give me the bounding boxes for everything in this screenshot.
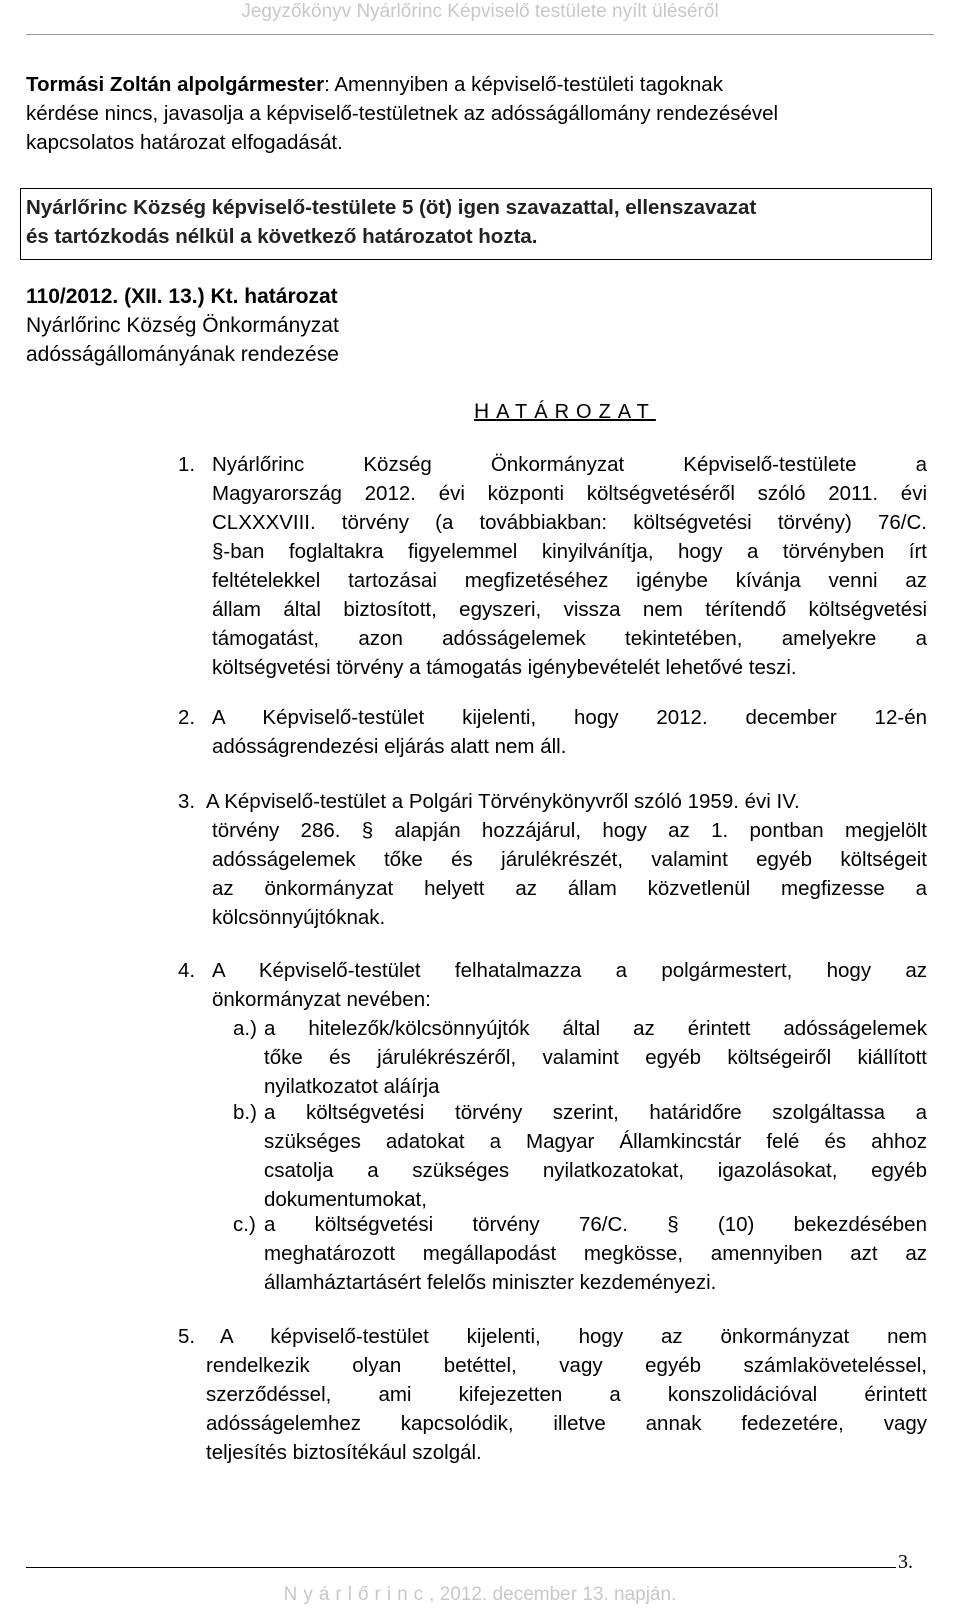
item-line: Nyárlőrinc Község Önkormányzat Képviselő-testülete a — [212, 453, 927, 476]
item-line: törvény 286. § alapján hozzájárul, hogy az 1. pontban megjelölt — [212, 819, 927, 842]
speaker-colon: : — [324, 73, 330, 96]
subitem-label: a.) — [233, 1017, 257, 1040]
subitem-line: csatolja a szükséges nyilatkozatokat, igazolásokat, egyéb — [264, 1159, 927, 1182]
item-line: kölcsönnyújtóknak. — [212, 906, 386, 929]
subitem-line: szükséges adatokat a Magyar Államkincstár felé és ahhoz — [264, 1130, 927, 1153]
subitem-line: dokumentumokat, — [264, 1188, 427, 1211]
intro-line-1: Amennyiben a képviselő-testületi tagoknak — [329, 73, 723, 96]
heading-rest: ATÁROZAT — [496, 401, 656, 423]
resolution-number: 110/2012. (XII. 13.) Kt. határozat — [26, 285, 338, 308]
page-footer — [0, 1584, 960, 1606]
subitem-line: meghatározott megállapodást megkösse, amennyiben azt az — [264, 1242, 927, 1265]
item-line: költségvetési törvény a támogatás igénybevételét lehetővé teszi. — [212, 656, 797, 679]
item-number: 2. — [178, 706, 196, 729]
item-line: támogatást, azon adósságelemek tekintetében, amelyekre a — [212, 627, 927, 650]
item-line: §-ban foglaltakra figyelemmel kinyilvánítja, hogy a törvényben írt — [212, 540, 927, 563]
intro-line-2: kérdése nincs, javasolja a képviselő-testületnek az adósságállomány rendezésével — [26, 102, 779, 125]
item-line: A képviselő-testület kijelenti, hogy az önkormányzat nem — [220, 1325, 927, 1348]
vote-line-1: Nyárlőrinc Község képviselő-testülete 5 (öt) igen szavazattal, ellenszavazat — [26, 196, 757, 219]
item-number: 5. — [178, 1325, 196, 1348]
footer-place: Nyárlőrinc — [283, 1584, 430, 1605]
subitem-line: tőke és járulékrészéről, valamint egyéb költségeiről kiállított — [264, 1046, 927, 1069]
vote-text — [26, 193, 932, 251]
page-header: Jegyzőkönyv Nyárlőrinc Képviselő testülete nyílt üléséről — [241, 1, 719, 22]
footer-divider — [26, 1567, 896, 1568]
item-number: 1. — [178, 453, 196, 476]
subitem-label: c.) — [233, 1213, 256, 1236]
subitem-line: államháztartásért felelős miniszter kezdeményezi. — [264, 1271, 717, 1294]
item-number: 3. — [178, 790, 196, 813]
subitem-line: a költségvetési törvény szerint, határidőre szolgáltassa a — [264, 1101, 927, 1124]
item-line: CLXXXVIII. törvény (a továbbiakban: költségvetési törvény) 76/C. — [212, 511, 927, 534]
item-line: rendelkezik olyan betéttel, vagy egyéb számlaköveteléssel, — [206, 1354, 927, 1377]
page-number: 3. — [898, 1551, 913, 1573]
intro-line-3: kapcsolatos határozat elfogadását. — [26, 131, 343, 154]
subitem-label: b.) — [233, 1101, 257, 1124]
item-line: A Képviselő-testület kijelenti, hogy 2012. december 12-én — [212, 706, 927, 729]
resolution-block — [26, 282, 932, 369]
speaker-name: Tormási Zoltán alpolgármester — [26, 73, 325, 96]
subitem-line: a hitelezők/kölcsönnyújtók által az érintett adósságelemek — [264, 1017, 927, 1040]
subitem-line: a költségvetési törvény 76/C. § (10) bekezdésében — [264, 1213, 927, 1236]
item-line: állam által biztosított, egyszeri, vissza nem térítendő költségvetési — [212, 598, 927, 621]
item-number: 4. — [178, 959, 196, 982]
item-line: szerződéssel, ami kifejezetten a konszolidációval érintett — [206, 1383, 927, 1406]
resolution-heading — [474, 400, 656, 424]
item-line: A Képviselő-testület a Polgári Törvénykönyvről szóló 1959. évi IV. — [206, 790, 800, 813]
intro-paragraph — [26, 70, 932, 157]
vote-line-2: és tartózkodás nélkül a következő határozatot hozta. — [26, 225, 538, 248]
item-line: adósságelemek tőke és járulékrészét, valamint egyéb költségeit — [212, 848, 927, 871]
subitem-line: nyilatkozatot aláírja — [264, 1075, 440, 1098]
resolution-subject-2: adósságállományának rendezése — [26, 343, 339, 366]
header-divider — [26, 34, 934, 35]
footer-date: , 2012. december 13. napján. — [429, 1584, 677, 1605]
heading-first-letter: H — [474, 400, 497, 423]
item-line: A Képviselő-testület felhatalmazza a polgármestert, hogy az — [212, 959, 927, 982]
item-line: teljesítés biztosítékául szolgál. — [206, 1441, 482, 1464]
resolution-subject-1: Nyárlőrinc Község Önkormányzat — [26, 314, 339, 337]
item-line: önkormányzat nevében: — [212, 988, 431, 1011]
item-line: adósságelemhez kapcsolódik, illetve annak fedezetére, vagy — [206, 1412, 927, 1435]
item-line: az önkormányzat helyett az állam közvetlenül megfizesse a — [212, 877, 927, 900]
item-line: feltételekkel tartozásai megfizetéséhez igénybe kívánja venni az — [212, 569, 927, 592]
item-line: Magyarország 2012. évi központi költségvetéséről szóló 2011. évi — [212, 482, 927, 505]
item-line: adósságrendezési eljárás alatt nem áll. — [212, 735, 567, 758]
